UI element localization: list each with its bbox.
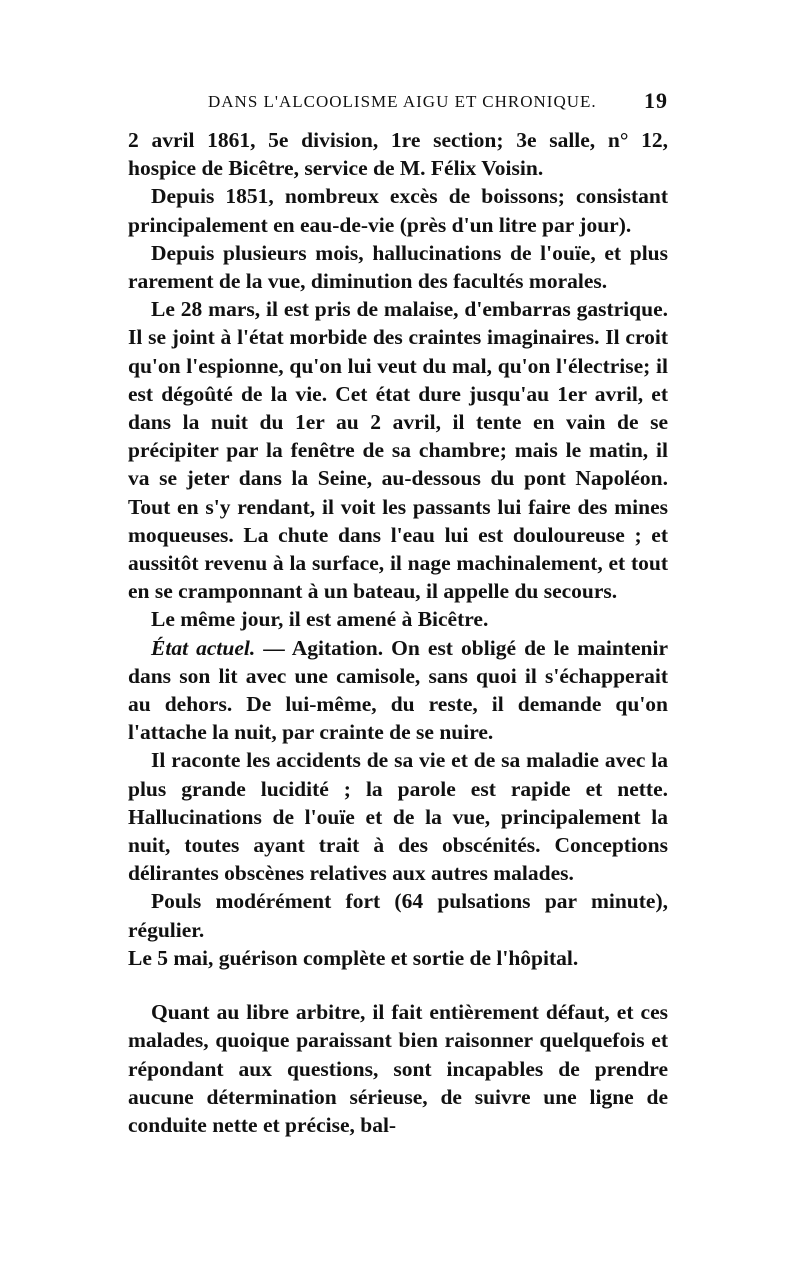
pulse-paragraph: Pouls modérément fort (64 pulsations par minute), régulier. [128, 889, 668, 942]
current-state-label: État actuel. [151, 635, 256, 660]
admission-paragraph: Le même jour, il est amené à Bicêtre. [151, 607, 489, 632]
current-state-paragraph [128, 634, 668, 747]
page-number: 19 [644, 88, 668, 113]
lucidity-paragraph: Il raconte les accidents de sa vie et de sa maladie avec la plus grande lucidité ; la parole est rapide et nette. Hallucinations de l'ouïe et de la vue, principalement la nuit, toutes ayant trait à des obscénités. Conceptions délirantes obscènes relatives aux autres malades. [128, 748, 668, 886]
current-state-text: — Agitation. On est obligé de le maintenir dans son lit avec une camisole, sans quoi il s'échapperait au dehors. De lui-même, du reste, il demande qu'on l'attache la nuit, par crainte de se nuire. [128, 635, 668, 745]
page-body [128, 126, 668, 1139]
free-will-paragraph: Quant au libre arbitre, il fait entièrement défaut, et ces malades, quoique paraissant bien raisonner quelquefois et répondant aux questions, sont incapables de prendre aucune détermination sérieuse, de suivre une ligne de conduite nette et précise, bal- [128, 1000, 668, 1137]
history-paragraph: Depuis 1851, nombreux excès de boissons; consistant principalement en eau-de-vie (près d'un litre par jour). [128, 184, 668, 237]
case-date-paragraph: 2 avril 1861, 5e division, 1re section; 3e salle, n° 12, hospice de Bicêtre, service de M. Félix Voisin. [128, 128, 668, 181]
running-header [128, 88, 668, 118]
hallucinations-paragraph: Depuis plusieurs mois, hallucinations de l'ouïe, et plus rarement de la vue, diminution des facultés morales. [128, 240, 668, 294]
onset-paragraph: Le 28 mars, il est pris de malaise, d'embarras gastrique. Il se joint à l'état morbide des craintes imaginaires. Il croit qu'on l'espionne, qu'on lui veut du mal, qu'on l'électrise; il est dégoûté de la vie. Cet état dure jusqu'au 1er avril, et dans la nuit du 1er au 2 avril, il tente en vain de se précipiter par la fenêtre de sa chambre; mais le matin, il va se jeter dans la Seine, au-dessous du pont Napoléon. Tout en s'y rendant, il voit les passants lui faire des mines moqueuses. La chute dans l'eau lui est douloureuse ; et aussitôt revenu à la surface, il nage machinalement, et tout en se cramponnant à un bateau, il appelle du secours. [128, 297, 668, 604]
discharge-paragraph: Le 5 mai, guérison complète et sortie de l'hôpital. [128, 945, 579, 970]
running-title: DANS L'ALCOOLISME AIGU ET CHRONIQUE. [208, 92, 597, 111]
